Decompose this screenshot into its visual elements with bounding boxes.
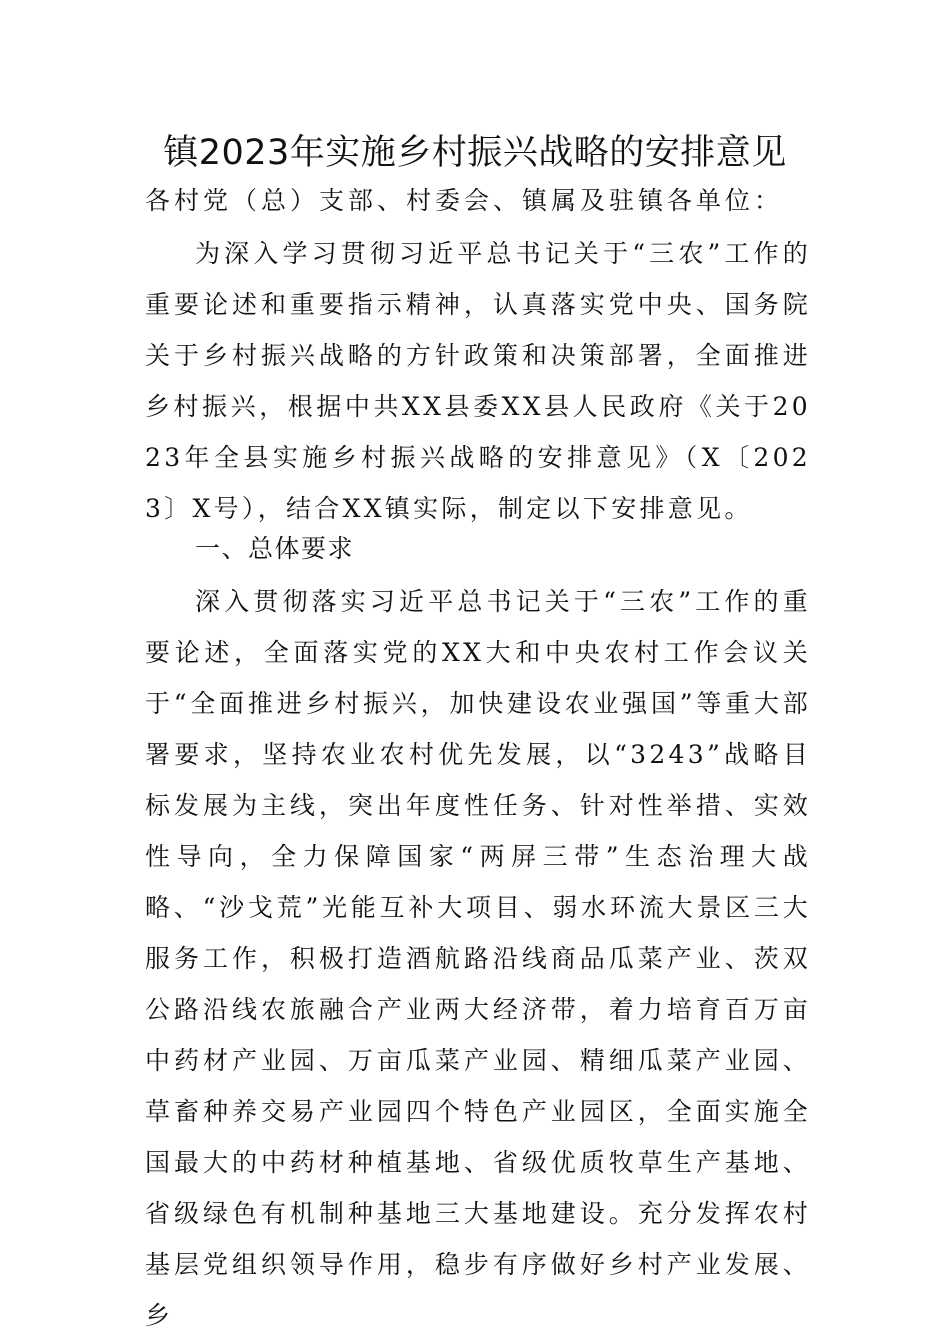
- section-heading: 一、总体要求: [195, 534, 355, 563]
- document-title: 镇2023年实施乡村振兴战略的安排意见: [163, 133, 787, 173]
- salutation: 各村党（总）支部、村委会、镇属及驻镇各单位：: [145, 186, 784, 215]
- general-requirements-paragraph: 深入贯彻落实习近平总书记关于“三农”工作的重要论述，全面落实党的XX大和中央农村工作会议关于“全面推进乡村振兴，加快建设农业强国”等重大部署要求，坚持农业农村优先发展，以“3243”战略目标发展为主线，突出年度性任务、针对性举措、实效性导向，全力保障国家“两屏三带”生态治理大战略、“沙戈荒”光能互补大项目、弱水环流大景区三大服务工作，积极打造酒航路沿线商品瓜菜产业、茨双公路沿线农旅融合产业两大经济带，着力培育百万亩中药材产业园、万亩瓜菜产业园、精细瓜菜产业园、草畜种养交易产业园四个特色产业园区，全面实施全国最大的中药材种植基地、省级优质牧草生产基地、省级绿色有机制种基地三大基地建设。充分发挥农村基层党组织领导作用，稳步有序做好乡村产业发展、乡: [145, 587, 811, 1330]
- intro-paragraph: 为深入学习贯彻习近平总书记关于“三农”工作的重要论述和重要指示精神，认真落实党中央、国务院关于乡村振兴战略的方针政策和决策部署，全面推进乡村振兴，根据中共XX县委XX县人民政府《关于2023年全县实施乡村振兴战略的安排意见》（X〔2023〕X号），结合XX镇实际，制定以下安排意见。: [145, 239, 811, 523]
